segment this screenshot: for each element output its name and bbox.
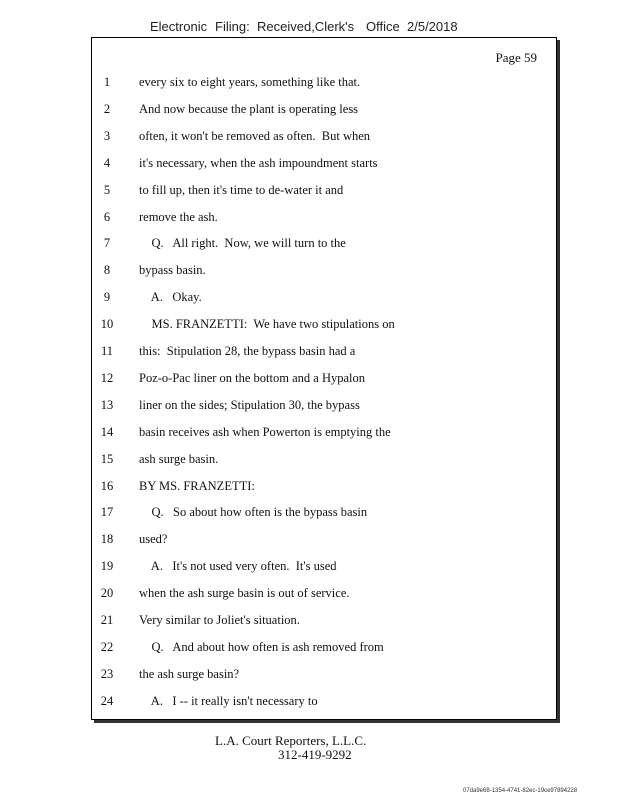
transcript-line (92, 452, 556, 472)
line-text: used? (139, 532, 168, 547)
line-text: A. I -- it really isn't necessary to (139, 693, 318, 708)
transcript-line (92, 640, 556, 660)
line-number: 23 (100, 666, 114, 681)
page-number: Page 59 (495, 50, 537, 65)
transcript-line (92, 532, 556, 552)
transcript-line (92, 102, 556, 122)
transcript-line (92, 75, 556, 95)
line-text: ash surge basin. (139, 451, 219, 466)
line-number: 6 (103, 209, 111, 224)
line-text: Q. So about how often is the bypass basin (139, 505, 368, 520)
line-number: 21 (100, 613, 114, 627)
transcript-line (92, 263, 556, 283)
line-text: when the ash surge basin is out of service. (139, 586, 350, 601)
line-text: Very similar to Joliet's situation. (139, 613, 300, 627)
transcript-line (92, 156, 556, 176)
line-number: 15 (100, 451, 114, 466)
line-text: it's necessary, when the ash impoundment starts (139, 155, 378, 170)
line-text: basin receives ash when Powerton is emptying the (139, 424, 391, 439)
line-text: BY MS. FRANZETTI: (139, 478, 255, 493)
line-number: 19 (100, 559, 114, 574)
line-text: liner on the sides; Stipulation 30, the bypass (139, 397, 360, 412)
transcript-line (92, 236, 556, 256)
transcript-line (92, 425, 556, 445)
line-text: MS. FRANZETTI: We have two stipulations on (139, 317, 395, 332)
footer-company: L.A. Court Reporters, L.L.C. (215, 733, 367, 748)
footer-phone: 312-419-9292 (278, 747, 352, 762)
line-number: 24 (100, 693, 114, 708)
document-hash: 07da9e68-1354-4741-82ec-19ce97894228 (463, 788, 578, 794)
line-number: 16 (100, 478, 114, 493)
line-text: the ash surge basin? (139, 666, 240, 681)
line-number: 9 (103, 290, 111, 305)
line-number: 1 (103, 75, 111, 89)
transcript-line (92, 479, 556, 499)
transcript-line (92, 371, 556, 391)
transcript-line (92, 183, 556, 203)
line-text: bypass basin. (139, 263, 206, 278)
stamp-date: 2/5/2018 (407, 19, 458, 34)
stamp-filing: Filing: (215, 19, 250, 34)
line-text: A. It's not used very often. It's used (139, 559, 337, 574)
line-number: 7 (103, 236, 111, 251)
line-number: 12 (100, 370, 114, 385)
line-number: 20 (100, 586, 114, 601)
line-number: 3 (103, 128, 111, 143)
transcript-line (92, 586, 556, 606)
transcript-page (91, 37, 557, 720)
transcript-line (92, 613, 556, 633)
line-text: And now because the plant is operating less (139, 101, 359, 116)
line-number: 13 (100, 397, 114, 412)
transcript-line (92, 667, 556, 687)
transcript-line (92, 559, 556, 579)
line-text: often, it won't be removed as often. But when (139, 128, 371, 143)
line-number: 11 (100, 344, 114, 358)
transcript-line (92, 505, 556, 525)
line-text: Q. And about how often is ash removed from (139, 639, 384, 654)
line-text: Poz-o-Pac liner on the bottom and a Hypalon (139, 370, 365, 385)
transcript-line (92, 210, 556, 230)
line-text: Q. All right. Now, we will turn to the (139, 236, 346, 251)
line-number: 4 (103, 155, 111, 170)
line-number: 18 (100, 532, 114, 547)
line-text: A. Okay. (139, 290, 202, 305)
stamp-office: Office (366, 19, 400, 34)
line-number: 17 (100, 505, 114, 520)
transcript-line (92, 398, 556, 418)
line-number: 22 (100, 639, 114, 654)
transcript-line (92, 129, 556, 149)
stamp-electronic: Electronic (150, 19, 208, 34)
transcript-line (92, 290, 556, 310)
line-text: this: Stipulation 28, the bypass basin had a (139, 344, 356, 358)
line-number: 10 (100, 317, 114, 332)
transcript-line (92, 344, 556, 364)
transcript-line (92, 694, 556, 714)
line-text: remove the ash. (139, 209, 218, 224)
transcript-line (92, 317, 556, 337)
line-number: 14 (100, 424, 114, 439)
stamp-received: Received,Clerk's (257, 19, 355, 34)
line-number: 5 (103, 182, 111, 197)
line-number: 2 (103, 101, 111, 116)
line-text: every six to eight years, something like that. (139, 75, 361, 89)
line-text: to fill up, then it's time to de-water it and (139, 182, 344, 197)
line-number: 8 (103, 263, 111, 278)
